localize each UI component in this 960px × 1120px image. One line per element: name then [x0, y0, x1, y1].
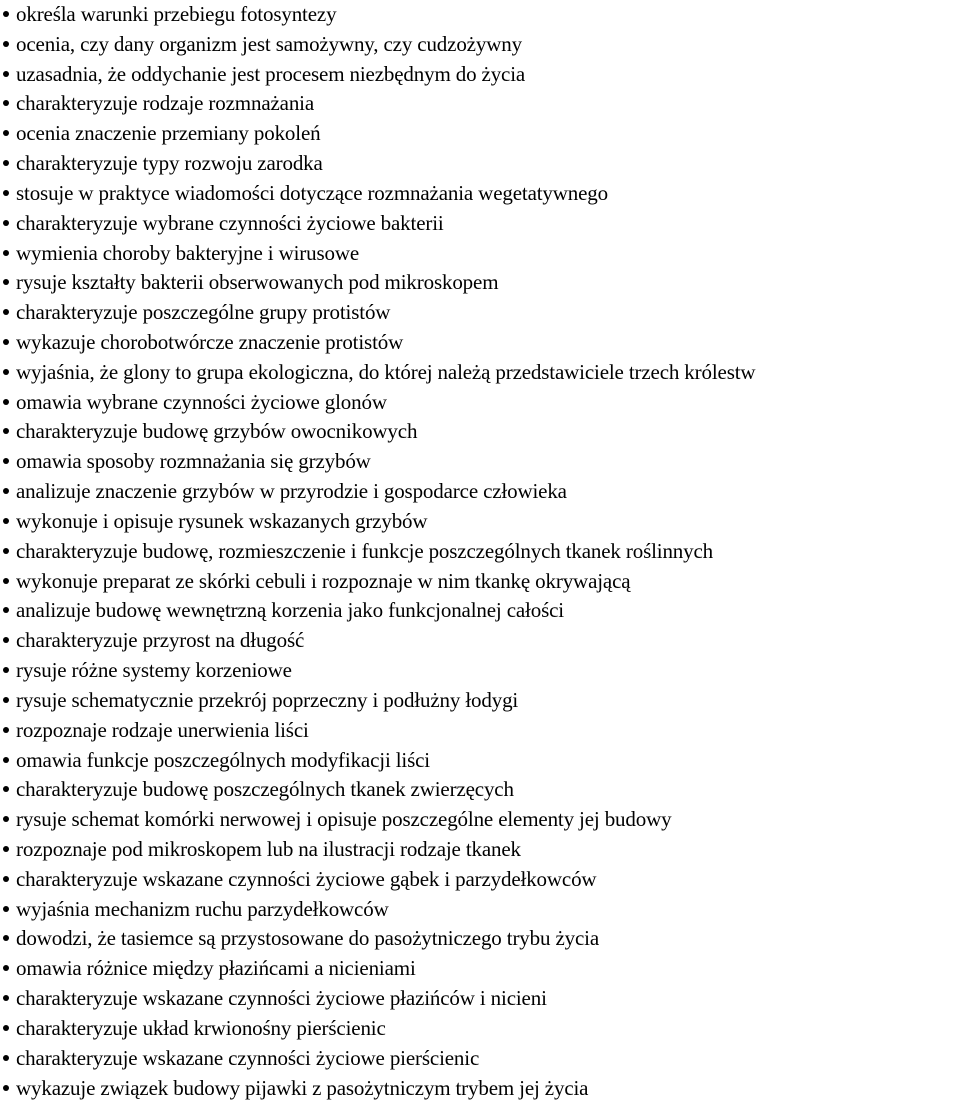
list-item-text: charakteryzuje wskazane czynności życiowe pierścienic: [16, 1045, 480, 1070]
bullet-icon: [3, 428, 9, 434]
bullet-icon: [3, 816, 9, 822]
bullet-icon: [3, 965, 9, 971]
list-item-text: dowodzi, że tasiemce są przystosowane do pasożytniczego trybu życia: [16, 926, 599, 951]
list-item-text: rysuje różne systemy korzeniowe: [16, 658, 292, 683]
list-item-text: wykonuje preparat ze skórki cebuli i rozpoznaje w nim tkankę okrywającą: [16, 568, 631, 593]
list-item-text: charakteryzuje budowę poszczególnych tkanek zwierzęcych: [16, 777, 514, 802]
list-item-text: rozpoznaje rodzaje unerwienia liści: [16, 717, 309, 742]
list-item-text: stosuje w praktyce wiadomości dotyczące rozmnażania wegetatywnego: [16, 180, 609, 205]
bullet-icon: [3, 518, 9, 524]
bullet-icon: [3, 220, 9, 226]
bullet-icon: [3, 369, 9, 375]
bullet-icon: [3, 1085, 9, 1091]
bullet-icon: [3, 11, 9, 17]
bullet-icon: [3, 309, 9, 315]
list-item-text: charakteryzuje poszczególne grupy protistów: [16, 300, 391, 325]
bullet-icon: [3, 100, 9, 106]
bullet-icon: [3, 548, 9, 554]
list-item-text: wymienia choroby bakteryjne i wirusowe: [16, 240, 360, 265]
bullet-icon: [3, 250, 9, 256]
list-item-text: uzasadnia, że oddychanie jest procesem niezbędnym do życia: [16, 61, 526, 86]
bullet-icon: [3, 995, 9, 1001]
bullet-icon: [3, 279, 9, 285]
list-item-text: charakteryzuje rodzaje rozmnażania: [16, 91, 315, 116]
list-item-text: rysuje schemat komórki nerwowej i opisuje poszczególne elementy jej budowy: [16, 807, 672, 832]
bullet-icon: [3, 130, 9, 136]
bullet-icon: [3, 399, 9, 405]
bullet-icon: [3, 160, 9, 166]
list-item-text: analizuje budowę wewnętrzną korzenia jako funkcjonalnej całości: [16, 598, 564, 623]
list-item-text: omawia różnice między płazińcami a nicieniami: [16, 956, 416, 981]
bullet-icon: [3, 727, 9, 733]
list-item-text: rysuje kształty bakterii obserwowanych pod mikroskopem: [16, 270, 499, 295]
bullet-icon: [3, 339, 9, 345]
bullet-icon: [3, 846, 9, 852]
bullet-icon: [3, 488, 9, 494]
bullet-icon: [3, 578, 9, 584]
list-item-text: omawia sposoby rozmnażania się grzybów: [16, 449, 371, 474]
list-item-text: określa warunki przebiegu fotosyntezy: [16, 2, 337, 26]
bullet-icon: [3, 786, 9, 792]
bullet-icon: [3, 458, 9, 464]
list-item-text: charakteryzuje układ krwionośny pierścienic: [16, 1015, 386, 1040]
bullet-icon: [3, 1025, 9, 1031]
bullet-icon: [3, 906, 9, 912]
bullet-icon: [3, 71, 9, 77]
list-item-text: charakteryzuje przyrost na długość: [16, 628, 305, 653]
list-item-text: charakteryzuje typy rozwoju zarodka: [16, 151, 323, 176]
list-item-text: ocenia, czy dany organizm jest samożywny, czy cudzożywny: [16, 31, 522, 56]
list-item-text: omawia wybrane czynności życiowe glonów: [16, 389, 387, 414]
list-item-text: wyjaśnia mechanizm ruchu parzydełkowców: [16, 896, 389, 921]
bullet-icon: [3, 757, 9, 763]
bullet-icon: [3, 637, 9, 643]
bullet-icon: [3, 667, 9, 673]
list-item-text: analizuje znaczenie grzybów w przyrodzie i gospodarce człowieka: [16, 479, 567, 504]
list-item-text: charakteryzuje budowę grzybów owocnikowych: [16, 419, 418, 444]
list-item-text: wykazuje chorobotwórcze znaczenie protistów: [16, 330, 404, 355]
list-item-text: charakteryzuje wybrane czynności życiowe bakterii: [16, 210, 444, 235]
list-item-text: charakteryzuje budowę, rozmieszczenie i funkcje poszczególnych tkanek roślinnych: [16, 538, 714, 563]
list-item-text: ocenia znaczenie przemiany pokoleń: [16, 121, 321, 146]
bullet-icon: [3, 190, 9, 196]
bullet-icon: [3, 41, 9, 47]
list-item-text: rozpoznaje pod mikroskopem lub na ilustracji rodzaje tkanek: [16, 836, 521, 861]
bullet-icon: [3, 935, 9, 941]
list-item-text: wykonuje i opisuje rysunek wskazanych grzybów: [16, 508, 428, 533]
bullet-icon: [3, 1055, 9, 1061]
list-item-text: charakteryzuje wskazane czynności życiowe płazińców i nicieni: [16, 986, 547, 1011]
bullet-icon: [3, 876, 9, 882]
list-item-text: wykazuje związek budowy pijawki z pasożytniczym trybem jej życia: [16, 1075, 589, 1100]
list-item-text: omawia funkcje poszczególnych modyfikacji liści: [16, 747, 430, 772]
bullet-icon: [3, 607, 9, 613]
bullet-icon: [3, 697, 9, 703]
list-item-text: wyjaśnia, że glony to grupa ekologiczna, do której należą przedstawiciele trzech królestw: [16, 359, 756, 384]
list-item-text: charakteryzuje wskazane czynności życiowe gąbek i parzydełkowców: [16, 866, 597, 891]
list-item-text: rysuje schematycznie przekrój poprzeczny i podłużny łodygi: [16, 687, 519, 712]
